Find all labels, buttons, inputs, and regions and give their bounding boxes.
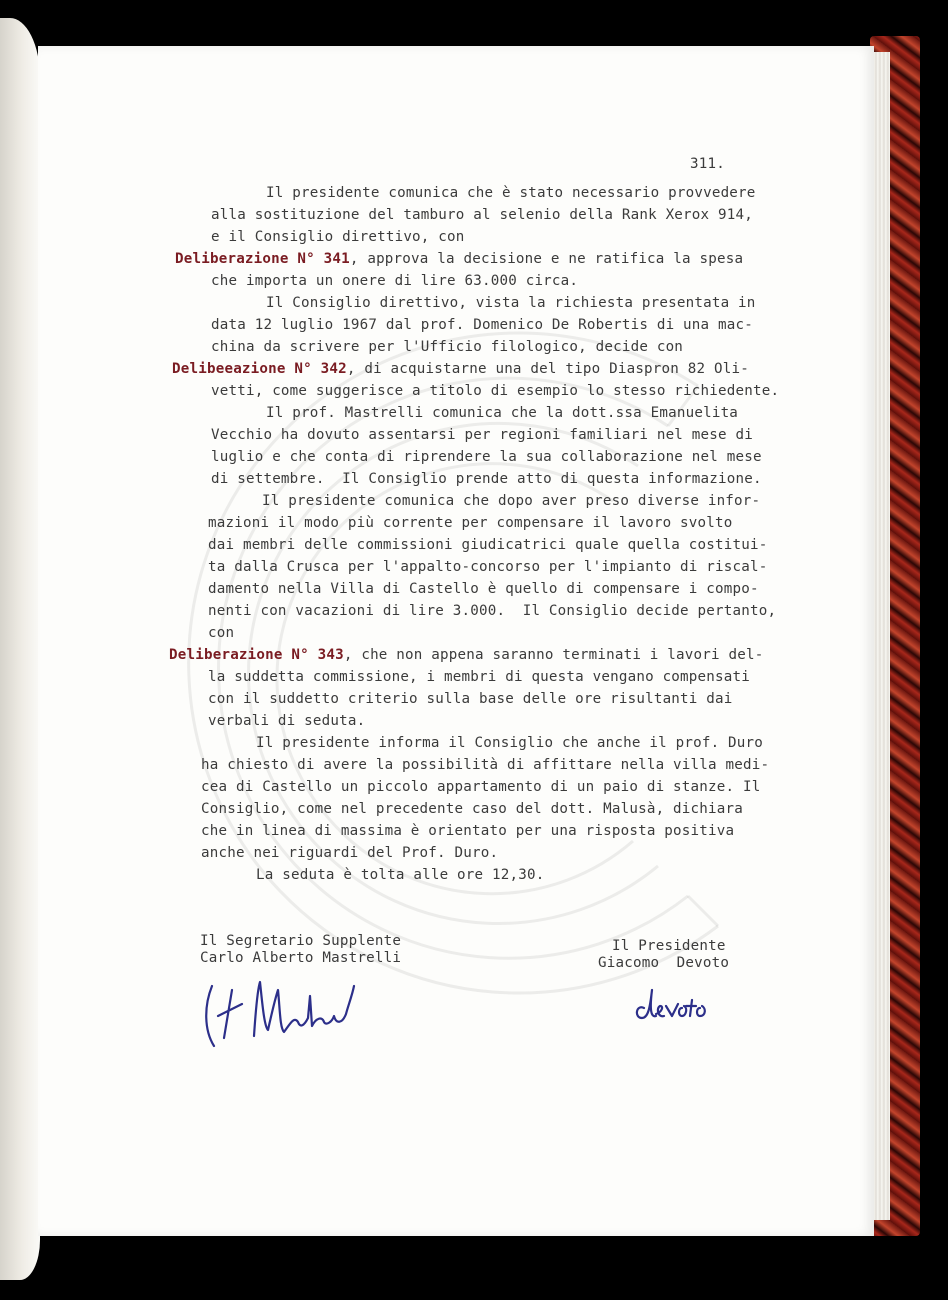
p4-line-1: vetti, come suggerisce a titolo di esempio lo stesso richiedente. xyxy=(211,383,780,399)
p7-line-2: con il suddetto criterio sulla base delle ore risultanti dai xyxy=(208,691,733,707)
deliberation-341-label: Deliberazione N° 341 xyxy=(175,251,350,267)
secretary-name: Carlo Alberto Mastrelli xyxy=(200,950,402,966)
p1-line-3: e il Consiglio direttivo, con xyxy=(211,229,465,245)
p5-line-4: di settembre. Il Consiglio prende atto di questa informazione. xyxy=(211,471,762,487)
deliberation-342-label: Delibeeazione N° 342 xyxy=(172,361,347,377)
deliberation-343-line xyxy=(169,645,763,665)
p8-line-2: ha chiesto di avere la possibilità di affittare nella villa medi- xyxy=(201,757,770,773)
p6-line-7: con xyxy=(208,625,235,641)
p2-line-1: che importa un onere di lire 63.000 circa. xyxy=(211,273,579,289)
p1-line-2: alla sostituzione del tamburo al selenio della Rank Xerox 914, xyxy=(211,207,753,223)
closing-line: La seduta è tolta alle ore 12,30. xyxy=(256,867,545,883)
p5-line-3: luglio e che conta di riprendere la sua collaborazione nel mese xyxy=(211,449,762,465)
deliberation-341-line xyxy=(175,249,743,269)
p7-line-3: verbali di seduta. xyxy=(208,713,366,729)
president-name: Giacomo Devoto xyxy=(598,955,730,971)
p7-line-1: la suddetta commissione, i membri di questa vengano compensati xyxy=(208,669,750,685)
p8-line-4: Consiglio, come nel precedente caso del dott. Malusà, dichiara xyxy=(201,801,743,817)
secretary-signature-icon xyxy=(198,966,368,1056)
p8-line-1: Il presidente informa il Consiglio che anche il prof. Duro xyxy=(256,735,764,751)
deliberation-342-line xyxy=(172,359,749,379)
deliberation-341-suffix: , approva la decisione e ne ratifica la spesa xyxy=(349,251,744,267)
p6-line-2: mazioni il modo più corrente per compensare il lavoro svolto xyxy=(208,515,733,531)
page-number: 311. xyxy=(690,156,725,172)
secretary-title: Il Segretario Supplente xyxy=(200,933,402,949)
p8-line-6: anche nei riguardi del Prof. Duro. xyxy=(201,845,499,861)
deliberation-343-label: Deliberazione N° 343 xyxy=(169,647,344,663)
p6-line-6: nenti con vacazioni di lire 3.000. Il Consiglio decide pertanto, xyxy=(208,603,777,619)
deliberation-343-suffix: , che non appena saranno terminati i lavori del- xyxy=(343,647,764,663)
p3-line-1: Il Consiglio direttivo, vista la richiesta presentata in xyxy=(266,295,756,311)
p3-line-2: data 12 luglio 1967 dal prof. Domenico De Robertis di una mac- xyxy=(211,317,753,333)
p6-line-5: damento nella Villa di Castello è quello di compensare i compo- xyxy=(208,581,759,597)
document-page xyxy=(38,46,874,1236)
p5-line-1: Il prof. Mastrelli comunica che la dott.ssa Emanuelita xyxy=(266,405,739,421)
p6-line-4: ta dalla Crusca per l'appalto-concorso per l'impianto di riscal- xyxy=(208,559,768,575)
p6-line-3: dai membri delle commissioni giudicatrici quale quella costitui- xyxy=(208,537,768,553)
p1-line-1: Il presidente comunica che è stato necessario provvedere xyxy=(266,185,756,201)
deliberation-342-suffix: , di acquistarne una del tipo Diaspron 82 Oli- xyxy=(346,361,749,377)
p6-line-1: Il presidente comunica che dopo aver preso diverse infor- xyxy=(262,493,761,509)
president-title: Il Presidente xyxy=(612,938,726,954)
p5-line-2: Vecchio ha dovuto assentarsi per regioni familiari nel mese di xyxy=(211,427,753,443)
p8-line-5: che in linea di massima è orientato per una risposta positiva xyxy=(201,823,735,839)
facing-page-edge xyxy=(0,18,40,1280)
p3-line-3: china da scrivere per l'Ufficio filologico, decide con xyxy=(211,339,684,355)
p8-line-3: cea di Castello un piccolo appartamento di un paio di stanze. Il xyxy=(201,779,761,795)
president-signature-icon xyxy=(630,978,720,1028)
